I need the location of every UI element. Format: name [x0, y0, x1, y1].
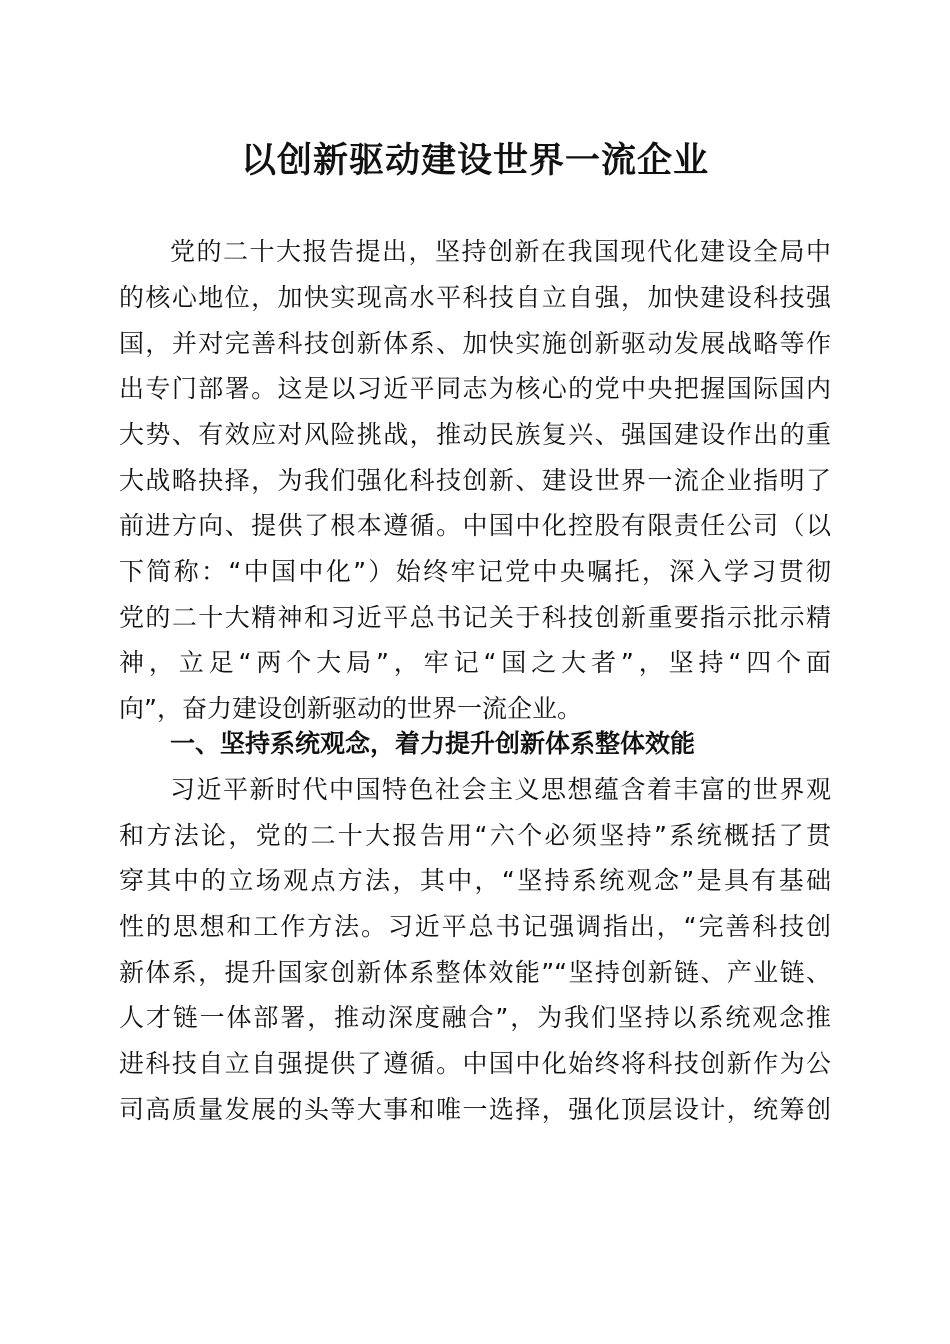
paragraph-line: 党的二十大精神和习近平总书记关于科技创新重要指示批示精 — [119, 603, 831, 632]
paragraph-line: 大势、有效应对风险挑战，推动民族复兴、强国建设作出的重 — [119, 420, 831, 449]
document-title: 以创新驱动建设世界一流企业 — [240, 140, 709, 181]
paragraph-line: 党的二十大报告提出，坚持创新在我国现代化建设全局中 — [170, 237, 831, 266]
paragraph-line: 国，并对完善科技创新体系、加快实施创新驱动发展战略等作 — [119, 329, 831, 358]
paragraph-line: 出专门部署。这是以习近平同志为核心的党中央把握国际国内 — [119, 374, 831, 403]
paragraph-line: 神，立足“两个大局”，牢记“国之大者”，坚持“四个面 — [119, 648, 831, 677]
paragraph-line: 司高质量发展的头等大事和唯一选择，强化顶层设计，统筹创 — [119, 1095, 831, 1124]
paragraph-line: 性的思想和工作方法。习近平总书记强调指出，“完善科技创 — [119, 912, 831, 941]
paragraph-line: 大战略抉择，为我们强化科技创新、建设世界一流企业指明了 — [119, 466, 831, 495]
paragraph-line: 人才链一体部署，推动深度融合”，为我们坚持以系统观念推 — [119, 1003, 831, 1032]
paragraph-line: 向”，奋力建设创新驱动的世界一流企业。 — [119, 694, 582, 723]
paragraph-line: 的核心地位，加快实现高水平科技自立自强，加快建设科技强 — [119, 283, 831, 312]
paragraph-line: 和方法论，党的二十大报告用“六个必须坚持”系统概括了贯 — [119, 821, 831, 850]
paragraph-line: 穿其中的立场观点方法，其中，“坚持系统观念”是具有基础 — [119, 866, 831, 895]
paragraph-line: 前进方向、提供了根本遵循。中国中化控股有限责任公司（以 — [119, 511, 831, 540]
paragraph-line: 下简称：“中国中化”）始终牢记党中央嘱托，深入学习贯彻 — [119, 557, 831, 586]
paragraph-line: 新体系，提升国家创新体系整体效能”“坚持创新链、产业链、 — [119, 958, 831, 987]
paragraph-line: 进科技自立自强提供了遵循。中国中化始终将科技创新作为公 — [119, 1049, 831, 1078]
section-heading: 一、坚持系统观念，着力提升创新体系整体效能 — [170, 729, 696, 758]
paragraph-line: 习近平新时代中国特色社会主义思想蕴含着丰富的世界观 — [170, 775, 831, 804]
